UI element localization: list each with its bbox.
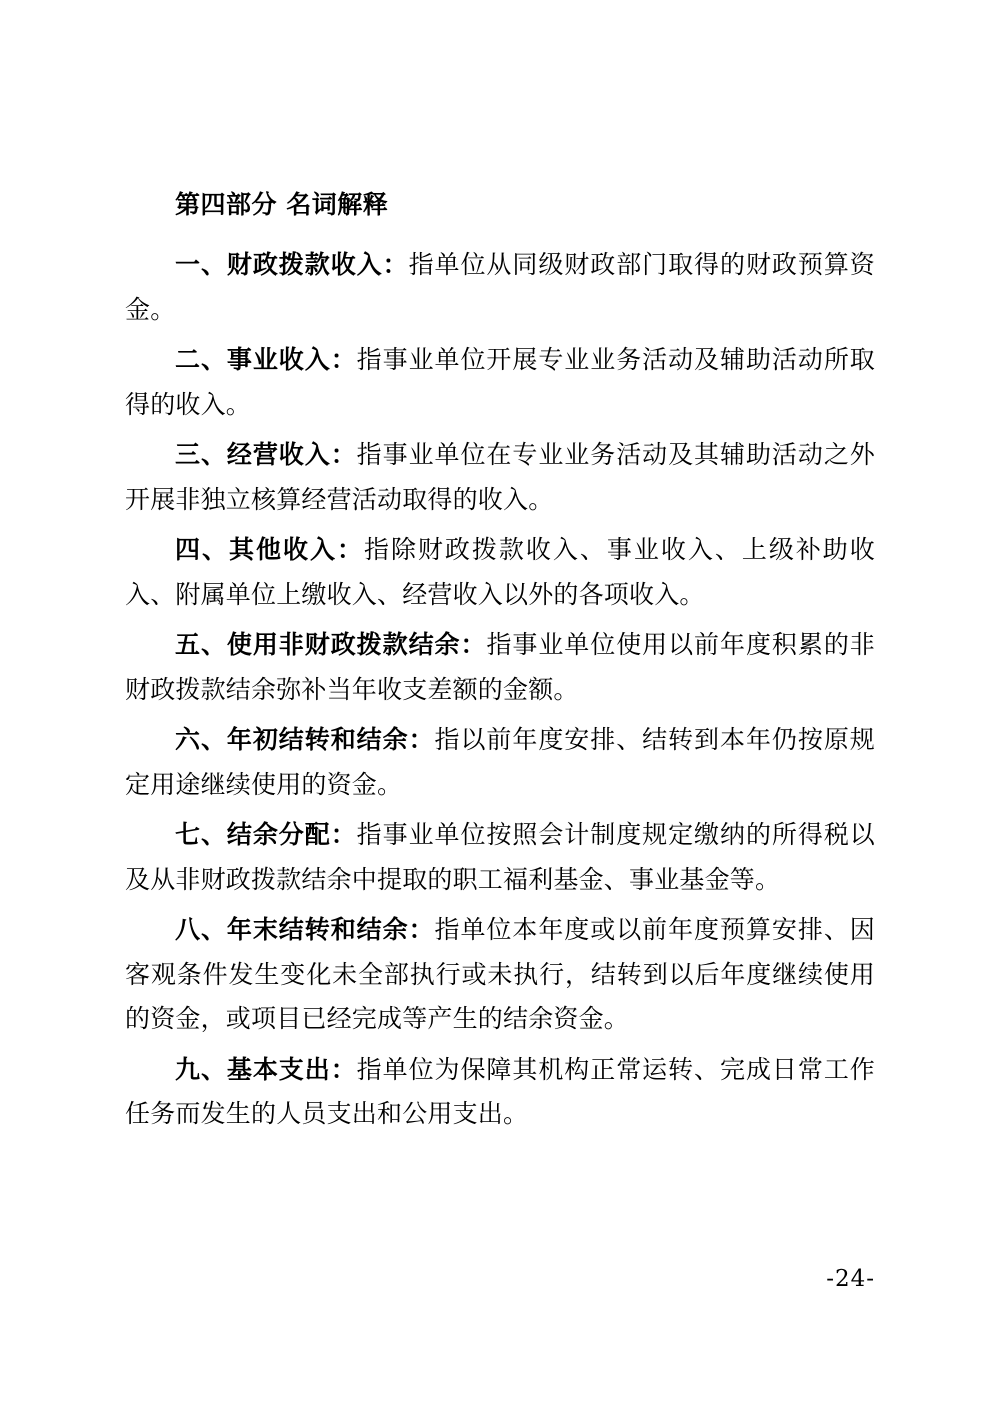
definition-text: 指单位从同级财政部门取得的财政预算资金。 — [125, 250, 875, 324]
definition-text: 指单位为保障其机构正常运转、完成日常工作任务而发生的人员支出和公用支出。 — [125, 1054, 875, 1128]
definition-paragraph — [125, 1048, 875, 1137]
definition-paragraph — [125, 718, 875, 807]
definition-term: 四、其他收入： — [175, 535, 364, 564]
definition-paragraph — [125, 813, 875, 902]
definition-text: 指单位本年度或以前年度预算安排、因客观条件发生变化未全部执行或未执行，结转到以后年度继续使用的资金，或项目已经完成等产生的结余资金。 — [125, 915, 875, 1033]
definition-paragraph — [125, 243, 875, 332]
definition-text: 指事业单位开展专业业务活动及辅助活动所取得的收入。 — [125, 345, 875, 419]
definition-text: 指除财政拨款收入、事业收入、上级补助收入、附属单位上缴收入、经营收入以外的各项收入。 — [125, 535, 875, 609]
definition-term: 九、基本支出： — [175, 1054, 357, 1084]
definition-term: 六、年初结转和结余： — [175, 725, 435, 754]
document-body — [125, 185, 875, 1137]
definition-term: 八、年末结转和结余： — [175, 915, 435, 944]
definition-term: 七、结余分配： — [175, 820, 357, 849]
definition-term: 五、使用非财政拨款结余： — [175, 630, 487, 659]
definition-text: 指以前年度安排、结转到本年仍按原规定用途继续使用的资金。 — [125, 725, 875, 799]
definition-text: 指事业单位按照会计制度规定缴纳的所得税以及从非财政拨款结余中提取的职工福利基金、事业基金等。 — [125, 820, 875, 894]
definition-paragraph — [125, 623, 875, 712]
definition-paragraph — [125, 908, 875, 1042]
page-title: 第四部分 名词解释 — [175, 190, 389, 219]
page-number: -24- — [826, 1266, 875, 1292]
definition-text: 指事业单位在专业业务活动及其辅助活动之外开展非独立核算经营活动取得的收入。 — [125, 440, 875, 514]
definition-term: 三、经营收入： — [175, 440, 357, 469]
definition-text: 指事业单位使用以前年度积累的非财政拨款结余弥补当年收支差额的金额。 — [125, 630, 875, 704]
definition-paragraph — [125, 338, 875, 427]
definition-paragraph — [125, 433, 875, 522]
definition-paragraph — [125, 528, 875, 617]
definition-term: 二、事业收入： — [175, 345, 357, 374]
definition-term: 一、财政拨款收入： — [175, 250, 409, 279]
